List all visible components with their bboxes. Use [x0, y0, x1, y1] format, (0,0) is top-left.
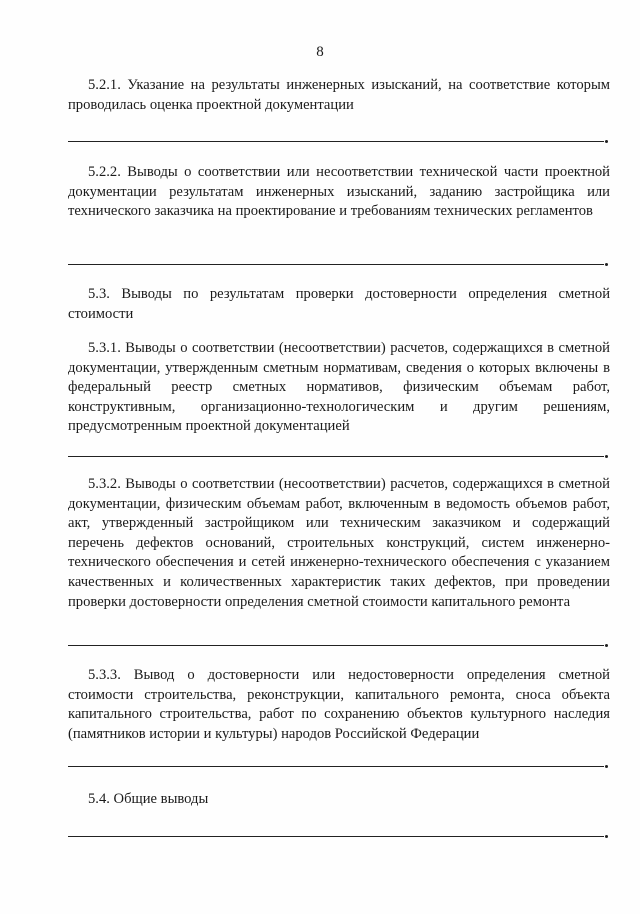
answer-line-end-dot	[605, 263, 608, 266]
section-5-3-1-text: 5.3.1. Выводы о соответствии (несоответствии) расчетов, содержащихся в сметной документации, утвержденным сметным нормативам, сведения о которых включены в федеральный реестр сметных нормативов, физическим объемам работ, конструктивным, организационно-технологическим и другим решениям, предусмотренным проектной документацией	[68, 340, 610, 435]
answer-line-end-dot	[605, 765, 608, 768]
section-5-3-2-text: 5.3.2. Выводы о соответствии (несоответствии) расчетов, содержащихся в сметной документации, физическим объемам работ, включенным в ведомость объемов работ, акт, утвержденный застройщиком или техническим заказчиком и содержащий перечень дефектов оснований, строительных конструкций, систем инженерно-технического обеспечения и сетей инженерно-технического обеспечения с указанием качественных и количественных характеристик таких дефектов, при проведении проверки достоверности определения сметной стоимости капитального ремонта	[68, 476, 610, 610]
answer-line-end-dot	[605, 455, 608, 458]
answer-line-5-3-1	[68, 456, 604, 457]
section-5-3-3-text: 5.3.3. Вывод о достоверности или недостоверности определения сметной стоимости строительства, реконструкции, капитального ремонта, сноса объекта капитального строительства, работ по сохранению объектов культурного наследия (памятников истории и культуры) народов Российской Федерации	[68, 667, 610, 742]
section-5-2-1-text: 5.2.1. Указание на результаты инженерных изысканий, на соответствие которым проводилась оценка проектной документации	[68, 77, 610, 113]
section-5-2-2-text: 5.2.2. Выводы о соответствии или несоответствии технической части проектной документации результатам инженерных изысканий, заданию застройщика или технического заказчика на проектирование и требованиям технических регламентов	[68, 164, 610, 220]
answer-line-5-3-3	[68, 766, 604, 767]
answer-line-5-2-1	[68, 141, 604, 142]
answer-line-end-dot	[605, 835, 608, 838]
section-5-3-text: 5.3. Выводы по результатам проверки достоверности определения сметной стоимости	[68, 286, 610, 322]
section-5-4-text: 5.4. Общие выводы	[88, 791, 209, 807]
page-number: 8	[316, 44, 324, 60]
answer-line-5-2-2	[68, 264, 604, 265]
answer-line-5-4	[68, 836, 604, 837]
answer-line-5-3-2	[68, 645, 604, 646]
answer-line-end-dot	[605, 644, 608, 647]
answer-line-end-dot	[605, 140, 608, 143]
